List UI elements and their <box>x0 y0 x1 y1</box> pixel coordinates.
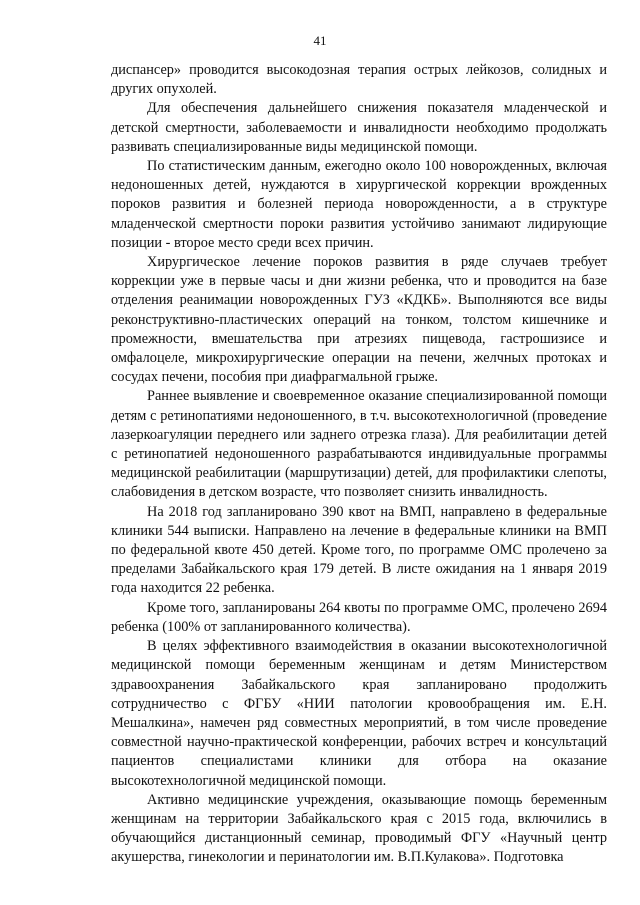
paragraph-oms-quotas: Кроме того, запланированы 264 квоты по программе ОМС, пролечено 2694 ребенка (100% от запланированного количества). <box>111 599 607 635</box>
paragraph-vmp-quotas: На 2018 год запланировано 390 квот на ВМП, направлено в федеральные клиники 544 выписки. Направлено на лечение в федеральные клиники на ВМП по федеральной квоте 450 детей. Кроме того, по программе ОМС пролечено за пределами Забайкальского края 179 детей. В листе ожидания на 1 января 2019 года находится 22 ребенка. <box>111 503 607 597</box>
paragraph-surgical-treatment: Хирургическое лечение пороков развития в ряде случаев требует коррекции уже в первые часы и дни жизни ребенка, что и проводится на базе отделения реанимации новорожденных ГУЗ «КДКБ». Выполняются все виды реконструктивно-пластических операций на тонком, толстом кишечнике и промежности, вмешательства при атрезиях пищевода, гастрошизисе и омфалоцеле, микрохирургические операции на печени, желчных протоках и сосудах печени, пособия при диафрагмальной грыже. <box>111 254 607 386</box>
paragraph-continuation: диспансер» проводится высокодозная терапия острых лейкозов, солидных и других опухолей. <box>111 62 607 98</box>
paragraph-retinopathy: Раннее выявление и своевременное оказание специализированной помощи детям с ретинопатиями недоношенного, в т.ч. высокотехнологичной (проведение лазеркоагуляции переднего или заднего отрезка глаза). Для реабилитации детей с ретинопатией недоношенного разрабатываются индивидуальные программы медицинской реабилитации (маршрутизации) детей, для профилактики слепоты, слабовидения в детском возрасте, что позволяет снизить инвалидность. <box>111 388 607 501</box>
paragraph-infant-mortality: Для обеспечения дальнейшего снижения показателя младенческой и детской смертности, заболеваемости и инвалидности необходимо продолжать развивать специализированные виды медицинской помощи. <box>111 100 607 155</box>
paragraph-cooperation: В целях эффективного взаимодействия в оказании высокотехнологичной медицинской помощи беременным женщинам и детям Министерством здравоохранения Забайкальского края запланировано продолжить сотрудничество с ФГБУ «НИИ патологии кровообращения им. Е.Н. Мешалкина», намечен ряд совместных мероприятий, в том числе проведение совместной научно-практической конференции, рабочих встреч и консультаций пациентов специалистами клиники для отбора на оказание высокотехнологичной медицинской помощи. <box>111 638 607 789</box>
paragraph-statistics: По статистическим данным, ежегодно около 100 новорожденных, включая недоношенных детей, нуждаются в хирургической коррекции врожденных пороков развития и болезней периода новорожденности, а в структуре младенческой смертности пороки развития устойчиво занимают лидирующие позиции - второе место среди всех причин. <box>111 158 607 251</box>
page-number: 41 <box>313 33 327 48</box>
paragraph-distance-seminar: Активно медицинские учреждения, оказывающие помощь беременным женщинам на территории Забайкальского края с 2015 года, включились в обучающийся дистанционный семинар, проводимый ФГУ «Научный центр акушерства, гинекологии и перинатологии им. В.П.Кулакова». Подготовка <box>111 791 607 866</box>
page-body <box>111 61 607 868</box>
